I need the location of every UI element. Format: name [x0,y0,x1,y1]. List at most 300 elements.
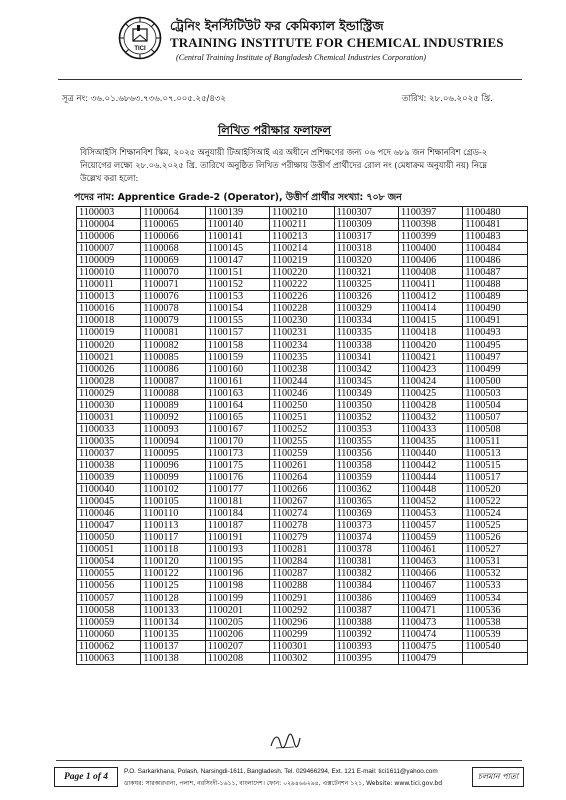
table-row [77,315,528,327]
roll-number-cell: 1100235 [270,351,334,363]
table-row [77,508,528,520]
roll-number-cell: 1100522 [463,496,527,508]
roll-number-cell: 1100411 [398,279,462,291]
table-row [77,496,528,508]
roll-number-cell: 1100167 [205,423,269,435]
roll-number-cell: 1100086 [141,363,205,375]
roll-number-cell: 1100490 [463,303,527,315]
roll-number-cell: 1100062 [77,640,141,652]
roll-number-cell: 1100222 [270,279,334,291]
roll-number-cell: 1100177 [205,484,269,496]
roll-number-cell: 1100362 [334,484,398,496]
roll-number-cell: 1100279 [270,532,334,544]
roll-number-cell: 1100026 [77,363,141,375]
roll-number-cell: 1100195 [205,556,269,568]
roll-number-cell: 1100081 [141,327,205,339]
roll-number-cell: 1100134 [141,616,205,628]
roll-number-cell: 1100082 [141,339,205,351]
roll-number-cell: 1100191 [205,532,269,544]
roll-number-cell: 1100137 [141,640,205,652]
footer-divider [56,760,522,761]
table-row [77,604,528,616]
table-row [77,423,528,435]
roll-number-cell: 1100261 [270,459,334,471]
roll-number-cell: 1100475 [398,640,462,652]
roll-number-cell: 1100070 [141,267,205,279]
roll-number-cell: 1100059 [77,616,141,628]
roll-number-cell: 1100415 [398,315,462,327]
roll-number-cell: 1100152 [205,279,269,291]
roll-number-cell: 1100076 [141,291,205,303]
table-row [77,375,528,387]
roll-number-cell: 1100307 [334,207,398,219]
memo-number: সূত্র নং: ৩৬.০১.৬৮৬৩.৭৩৬.০৭.০০৫.২৫/৪৩২ [62,94,226,104]
roll-number-cell: 1100325 [334,279,398,291]
roll-number-cell: 1100400 [398,243,462,255]
roll-number-cell: 1100019 [77,327,141,339]
roll-number-cell: 1100473 [398,616,462,628]
roll-number-cell: 1100440 [398,447,462,459]
roll-number-cell: 1100047 [77,520,141,532]
roll-number-cell: 1100539 [463,628,527,640]
roll-number-cell: 1100105 [141,496,205,508]
roll-number-cell: 1100092 [141,411,205,423]
roll-number-cell: 1100469 [398,592,462,604]
roll-number-cell: 1100299 [270,628,334,640]
roll-number-cell: 1100031 [77,411,141,423]
roll-number-cell: 1100378 [334,544,398,556]
roll-number-cell: 1100532 [463,568,527,580]
roll-number-cell: 1100135 [141,628,205,640]
roll-number-cell: 1100003 [77,207,141,219]
table-row [77,616,528,628]
roll-number-cell: 1100199 [205,592,269,604]
roll-number-cell: 1100246 [270,387,334,399]
roll-number-cell: 1100021 [77,351,141,363]
roll-number-cell: 1100274 [270,508,334,520]
roll-number-cell: 1100486 [463,255,527,267]
roll-number-cell: 1100220 [270,267,334,279]
roll-number-cell: 1100388 [334,616,398,628]
roll-number-cell: 1100326 [334,291,398,303]
roll-number-cell: 1100056 [77,580,141,592]
roll-number-cell: 1100466 [398,568,462,580]
roll-number-cell: 1100207 [205,640,269,652]
roll-number-cell: 1100063 [77,652,141,664]
roll-number-cell: 1100113 [141,520,205,532]
roll-number-cell: 1100471 [398,604,462,616]
roll-number-cell: 1100414 [398,303,462,315]
roll-number-cell: 1100291 [270,592,334,604]
table-row [77,435,528,447]
table-row [77,339,528,351]
roll-number-cell: 1100421 [398,351,462,363]
org-name-bangla: ট্রেনিং ইনস্টিটিউট ফর কেমিক্যাল ইন্ডাস্ট্রিজ [170,18,384,33]
roll-number-cell: 1100099 [141,472,205,484]
roll-number-cell: 1100158 [205,339,269,351]
table-row [77,652,528,664]
roll-number-cell: 1100196 [205,568,269,580]
roll-number-cell: 1100088 [141,387,205,399]
roll-number-cell: 1100320 [334,255,398,267]
roll-number-cell: 1100540 [463,640,527,652]
roll-number-cell: 1100009 [77,255,141,267]
roll-number-cell: 1100055 [77,568,141,580]
roll-number-cell: 1100045 [77,496,141,508]
roll-number-cell: 1100356 [334,447,398,459]
roll-number-cell: 1100534 [463,592,527,604]
roll-number-cell: 1100517 [463,472,527,484]
roll-number-cell: 1100037 [77,447,141,459]
roll-number-cell: 1100231 [270,327,334,339]
roll-number-cell: 1100095 [141,447,205,459]
svg-text:TICI: TICI [134,46,146,52]
continued-page-label: চলমান পাতা [472,767,524,787]
roll-number-cell: 1100350 [334,399,398,411]
roll-number-cell: 1100255 [270,435,334,447]
roll-number-cell: 1100479 [398,652,462,664]
roll-number-cell: 1100428 [398,399,462,411]
post-name-line: পদের নাম: Apprentice Grade-2 (Operator), উত্তীর্ণ প্রার্থীর সংখ্যা: ৭০৮ জন [74,192,402,203]
roll-number-cell: 1100250 [270,399,334,411]
table-row [77,243,528,255]
roll-number-cell: 1100228 [270,303,334,315]
table-row [77,387,528,399]
roll-number-cell: 1100057 [77,592,141,604]
table-row [77,219,528,231]
roll-number-cell: 1100078 [141,303,205,315]
roll-number-cell: 1100467 [398,580,462,592]
roll-number-cell: 1100453 [398,508,462,520]
roll-number-cell: 1100120 [141,556,205,568]
table-row [77,255,528,267]
roll-number-cell: 1100125 [141,580,205,592]
roll-number-cell: 1100474 [398,628,462,640]
org-name-english: TRAINING INSTITUTE FOR CHEMICAL INDUSTRIES [170,35,504,50]
roll-number-cell: 1100213 [270,231,334,243]
roll-number-cell: 1100536 [463,604,527,616]
roll-number-cell: 1100342 [334,363,398,375]
roll-number-cell: 1100264 [270,472,334,484]
roll-number-cell: 1100117 [141,532,205,544]
roll-number-cell: 1100093 [141,423,205,435]
roll-number-cell: 1100033 [77,423,141,435]
roll-number-cell: 1100382 [334,568,398,580]
roll-number-cell: 1100384 [334,580,398,592]
roll-number-cell: 1100386 [334,592,398,604]
roll-number-cell: 1100321 [334,267,398,279]
roll-number-cell: 1100020 [77,339,141,351]
letterhead [118,16,518,80]
roll-number-cell: 1100281 [270,544,334,556]
roll-number-cell: 1100050 [77,532,141,544]
roll-number-cell: 1100206 [205,628,269,640]
roll-number-cell: 1100507 [463,411,527,423]
roll-number-cell: 1100219 [270,255,334,267]
roll-number-cell: 1100398 [398,219,462,231]
table-row [77,640,528,652]
roll-number-cell: 1100035 [77,435,141,447]
roll-number-cell: 1100334 [334,315,398,327]
roll-number-cell: 1100495 [463,339,527,351]
roll-number-cell: 1100508 [463,423,527,435]
roll-number-cell: 1100238 [270,363,334,375]
roll-number-cell: 1100480 [463,207,527,219]
roll-number-cell: 1100214 [270,243,334,255]
roll-number-cell: 1100068 [141,243,205,255]
roll-number-cell: 1100230 [270,315,334,327]
roll-number-cell: 1100058 [77,604,141,616]
roll-number-cell: 1100006 [77,231,141,243]
table-row [77,544,528,556]
roll-number-cell: 1100349 [334,387,398,399]
roll-number-cell: 1100184 [205,508,269,520]
roll-number-cell [463,652,527,664]
roll-number-cell: 1100161 [205,375,269,387]
roll-number-cell: 1100266 [270,484,334,496]
roll-number-cell: 1100155 [205,315,269,327]
roll-number-cell: 1100118 [141,544,205,556]
roll-number-cell: 1100369 [334,508,398,520]
roll-number-cell: 1100481 [463,219,527,231]
roll-number-cell: 1100432 [398,411,462,423]
roll-number-cell: 1100030 [77,399,141,411]
roll-number-cell: 1100173 [205,447,269,459]
roll-number-cell: 1100007 [77,243,141,255]
roll-number-cell: 1100487 [463,267,527,279]
roll-number-cell: 1100163 [205,387,269,399]
roll-number-cell: 1100139 [205,207,269,219]
roll-number-cell: 1100352 [334,411,398,423]
roll-number-cell: 1100018 [77,315,141,327]
roll-number-cell: 1100452 [398,496,462,508]
roll-number-table [76,206,528,665]
roll-number-cell: 1100089 [141,399,205,411]
table-row [77,580,528,592]
roll-number-cell: 1100164 [205,399,269,411]
roll-number-cell: 1100459 [398,532,462,544]
roll-number-cell: 1100029 [77,387,141,399]
roll-number-cell: 1100175 [205,459,269,471]
roll-number-cell: 1100210 [270,207,334,219]
roll-number-cell: 1100442 [398,459,462,471]
roll-number-cell: 1100147 [205,255,269,267]
roll-number-cell: 1100318 [334,243,398,255]
roll-number-cell: 1100359 [334,472,398,484]
roll-number-cell: 1100153 [205,291,269,303]
institute-logo-icon [118,16,162,60]
table-row [77,472,528,484]
roll-number-cell: 1100309 [334,219,398,231]
table-row [77,279,528,291]
roll-number-cell: 1100341 [334,351,398,363]
roll-number-cell: 1100301 [270,640,334,652]
roll-number-cell: 1100102 [141,484,205,496]
table-row [77,303,528,315]
roll-number-cell: 1100193 [205,544,269,556]
roll-number-cell: 1100159 [205,351,269,363]
document-title: লিখিত পরীক্ষার ফলাফল [218,123,332,137]
roll-number-cell: 1100040 [77,484,141,496]
roll-number-cell: 1100211 [270,219,334,231]
roll-number-cell: 1100208 [205,652,269,664]
roll-number-cell: 1100425 [398,387,462,399]
notice-paragraph: বিসিআইসি শিক্ষানবিশ স্কিম, ২০২৫ অনুযায়ী টিআইসিআই এর অধীনে প্রশিক্ষণের জন্য ০৬ পদে ৬৮৯ জন শিক্ষানবিশ গ্রেড-২ নিয়োগের লক্ষ্যে ২৮.০৬.২০২৫ খ্রি. তারিখে অনুষ্ঠিত লিখিত পরীক্ষায় উত্তীর্ণ প্রার্থীদের রোল নং (মেধাক্রম অনুযায়ী নয়) নিম্নে উল্লেখ করা হলো: [80,147,488,184]
table-row [77,363,528,375]
roll-number-cell: 1100096 [141,459,205,471]
roll-number-cell: 1100176 [205,472,269,484]
roll-number-cell: 1100329 [334,303,398,315]
roll-number-cell: 1100069 [141,255,205,267]
roll-number-cell: 1100046 [77,508,141,520]
table-row [77,532,528,544]
roll-number-cell: 1100395 [334,652,398,664]
table-row [77,628,528,640]
roll-number-cell: 1100365 [334,496,398,508]
roll-number-cell: 1100296 [270,616,334,628]
table-row [77,459,528,471]
roll-number-cell: 1100122 [141,568,205,580]
roll-number-cell: 1100198 [205,580,269,592]
roll-number-cell: 1100004 [77,219,141,231]
page-indicator: Page 1 of 4 [54,767,118,787]
roll-number-cell: 1100525 [463,520,527,532]
roll-number-cell: 1100201 [205,604,269,616]
roll-number-cell: 1100374 [334,532,398,544]
roll-number-cell: 1100406 [398,255,462,267]
footer-address-bangla: ডাকঘর: সারকারখানা, পলাশ, নরসিংদী-১৬১১, বাংলাদেশ। ফোন: ০২৯৪৬৬২৯৪, এক্সটেনশন ১২১, Website: www.tici.gov.bd [124,780,443,787]
roll-number-cell: 1100399 [398,231,462,243]
roll-number-cell: 1100011 [77,279,141,291]
roll-number-cell: 1100181 [205,496,269,508]
roll-number-cell: 1100397 [398,207,462,219]
roll-number-cell: 1100488 [463,279,527,291]
roll-number-cell: 1100039 [77,472,141,484]
roll-number-cell: 1100079 [141,315,205,327]
roll-number-cell: 1100513 [463,447,527,459]
roll-number-cell: 1100381 [334,556,398,568]
roll-number-cell: 1100435 [398,435,462,447]
roll-number-cell: 1100317 [334,231,398,243]
roll-number-cell: 1100259 [270,447,334,459]
roll-number-cell: 1100457 [398,520,462,532]
roll-number-cell: 1100071 [141,279,205,291]
table-row [77,399,528,411]
roll-number-cell: 1100493 [463,327,527,339]
roll-number-cell: 1100483 [463,231,527,243]
roll-number-cell: 1100500 [463,375,527,387]
roll-number-cell: 1100140 [205,219,269,231]
roll-number-cell: 1100087 [141,375,205,387]
roll-number-cell: 1100463 [398,556,462,568]
roll-number-cell: 1100526 [463,532,527,544]
footer-address-english: P.O. Sarkarkhana, Polash, Narsingdi-1611, Bangladesh. Tel. 029466294, Ext. 121 E-mail: tici1611@yahoo.com [124,768,438,775]
roll-number-cell: 1100038 [77,459,141,471]
roll-number-cell: 1100151 [205,267,269,279]
roll-number-cell: 1100511 [463,435,527,447]
table-row [77,520,528,532]
roll-number-cell: 1100538 [463,616,527,628]
roll-number-cell: 1100066 [141,231,205,243]
roll-number-cell: 1100392 [334,628,398,640]
table-row [77,556,528,568]
roll-number-cell: 1100504 [463,399,527,411]
roll-number-cell: 1100284 [270,556,334,568]
table-row [77,351,528,363]
roll-number-cell: 1100531 [463,556,527,568]
roll-number-cell: 1100461 [398,544,462,556]
roll-number-cell: 1100345 [334,375,398,387]
roll-number-cell: 1100499 [463,363,527,375]
roll-number-cell: 1100527 [463,544,527,556]
roll-number-cell: 1100128 [141,592,205,604]
roll-number-cell: 1100302 [270,652,334,664]
roll-number-cell: 1100141 [205,231,269,243]
roll-number-cell: 1100418 [398,327,462,339]
roll-number-cell: 1100424 [398,375,462,387]
roll-number-cell: 1100373 [334,520,398,532]
signature-icon [268,730,302,752]
roll-number-cell: 1100051 [77,544,141,556]
roll-number-cell: 1100444 [398,472,462,484]
roll-number-cell: 1100533 [463,580,527,592]
org-subtitle: (Central Training Institute of Bangladesh Chemical Industries Corporation) [176,53,426,62]
roll-number-cell: 1100154 [205,303,269,315]
roll-number-cell: 1100491 [463,315,527,327]
roll-number-cell: 1100520 [463,484,527,496]
roll-number-cell: 1100288 [270,580,334,592]
roll-number-cell: 1100338 [334,339,398,351]
roll-number-cell: 1100054 [77,556,141,568]
table-row [77,484,528,496]
roll-number-cell: 1100028 [77,375,141,387]
roll-number-cell: 1100060 [77,628,141,640]
roll-number-cell: 1100267 [270,496,334,508]
roll-number-cell: 1100145 [205,243,269,255]
roll-number-cell: 1100353 [334,423,398,435]
roll-number-cell: 1100170 [205,435,269,447]
roll-number-cell: 1100393 [334,640,398,652]
roll-number-cell: 1100226 [270,291,334,303]
roll-number-cell: 1100187 [205,520,269,532]
roll-number-cell: 1100251 [270,411,334,423]
roll-number-cell: 1100292 [270,604,334,616]
roll-number-cell: 1100157 [205,327,269,339]
roll-number-cell: 1100010 [77,267,141,279]
roll-number-cell: 1100244 [270,375,334,387]
roll-number-cell: 1100085 [141,351,205,363]
roll-number-cell: 1100335 [334,327,398,339]
roll-number-cell: 1100412 [398,291,462,303]
roll-number-cell: 1100205 [205,616,269,628]
roll-number-cell: 1100160 [205,363,269,375]
roll-number-cell: 1100165 [205,411,269,423]
table-row [77,231,528,243]
roll-number-cell: 1100110 [141,508,205,520]
roll-number-cell: 1100016 [77,303,141,315]
roll-number-cell: 1100133 [141,604,205,616]
header-divider [58,79,522,80]
table-row [77,447,528,459]
roll-number-cell: 1100448 [398,484,462,496]
table-row [77,592,528,604]
table-row [77,327,528,339]
roll-number-cell: 1100489 [463,291,527,303]
roll-number-cell: 1100524 [463,508,527,520]
roll-number-cell: 1100234 [270,339,334,351]
roll-number-cell: 1100064 [141,207,205,219]
table-row [77,267,528,279]
